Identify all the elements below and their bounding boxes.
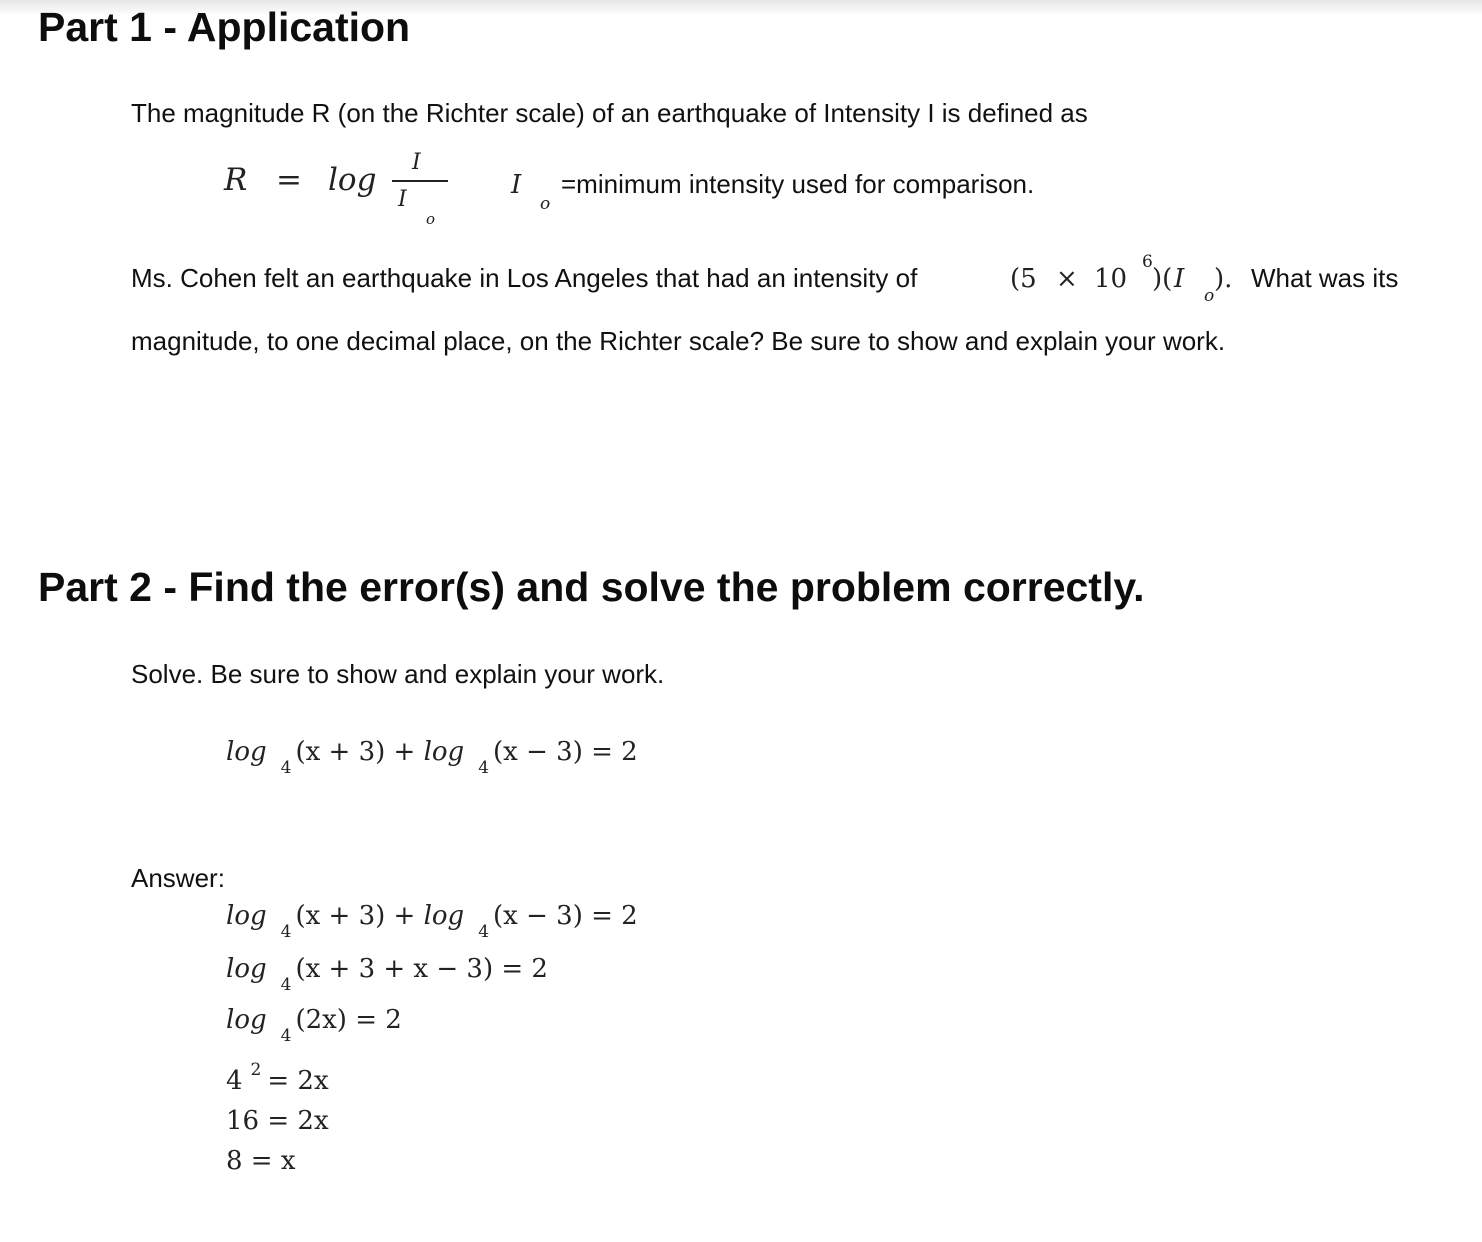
intensity-close: )( xyxy=(1152,264,1173,294)
step4-base: 4 xyxy=(226,1066,243,1096)
answer-label: Answer: xyxy=(131,863,225,893)
problem-arg1: (x + 3) + xyxy=(295,737,416,767)
answer-step-5: 16 = 2x xyxy=(226,1106,329,1136)
intensity-times: × xyxy=(1056,264,1078,294)
step2-log: log xyxy=(226,954,267,984)
formula-denominator-sub: o xyxy=(426,210,436,228)
step4-rest: = 2x xyxy=(267,1066,329,1096)
part1-heading: Part 1 - Application xyxy=(38,4,411,50)
question-start: Ms. Cohen felt an earthquake in Los Angeles that had an intensity of xyxy=(131,263,918,293)
intensity-ten: 10 xyxy=(1094,264,1128,294)
problem-log1: log xyxy=(226,737,267,767)
step2-rest: (x + 3 + x − 3) = 2 xyxy=(295,954,548,984)
step2-base: 4 xyxy=(280,975,292,995)
problem-base1: 4 xyxy=(280,758,292,778)
formula-lhs: R xyxy=(224,162,248,198)
step4-exponent: 2 xyxy=(250,1060,262,1080)
note-subscript: o xyxy=(540,194,551,214)
step3-base: 4 xyxy=(280,1026,292,1046)
answer-step-6: 8 = x xyxy=(226,1146,296,1176)
problem-equation xyxy=(226,737,638,778)
part2-instruction: Solve. Be sure to show and explain your work. xyxy=(131,659,665,689)
problem-log2: log xyxy=(423,737,465,767)
intensity-end: ). xyxy=(1214,264,1233,294)
step1-arg1: (x + 3) + xyxy=(295,901,416,931)
step3-rest: (2x) = 2 xyxy=(295,1005,402,1035)
part1-intro: The magnitude R (on the Richter scale) of an earthquake of Intensity I is defined as xyxy=(131,98,1088,128)
step1-base1: 4 xyxy=(280,922,292,942)
question-line2: magnitude, to one decimal place, on the Richter scale? Be sure to show and explain your work. xyxy=(131,326,1226,356)
intensity-subscript: o xyxy=(1204,286,1215,306)
step1-log2: log xyxy=(423,901,465,931)
answer-step-3 xyxy=(226,1005,402,1046)
step1-log1: log xyxy=(226,901,267,931)
formula-denominator: I xyxy=(398,187,407,212)
part2-heading: Part 2 - Find the error(s) and solve the problem correctly. xyxy=(38,564,1145,610)
intensity-variable: I xyxy=(1174,264,1185,294)
note-variable: I xyxy=(511,170,522,200)
formula-equals: = xyxy=(276,162,302,198)
problem-arg2: (x − 3) = 2 xyxy=(493,737,638,767)
intensity-exponent: 6 xyxy=(1142,252,1153,272)
formula-log: log xyxy=(328,162,377,198)
step1-base2: 4 xyxy=(478,922,490,942)
answer-step-2 xyxy=(226,954,548,995)
question-end: What was its xyxy=(1251,263,1399,293)
step1-arg2: (x − 3) = 2 xyxy=(493,901,638,931)
note-text: =minimum intensity used for comparison. xyxy=(561,169,1035,199)
intensity-open: (5 xyxy=(1010,264,1037,294)
step3-log: log xyxy=(226,1005,267,1035)
answer-step-4 xyxy=(226,1060,329,1096)
fraction-bar xyxy=(392,180,448,182)
problem-base2: 4 xyxy=(478,758,490,778)
answer-step-1 xyxy=(226,901,638,942)
formula-numerator: I xyxy=(412,150,421,175)
